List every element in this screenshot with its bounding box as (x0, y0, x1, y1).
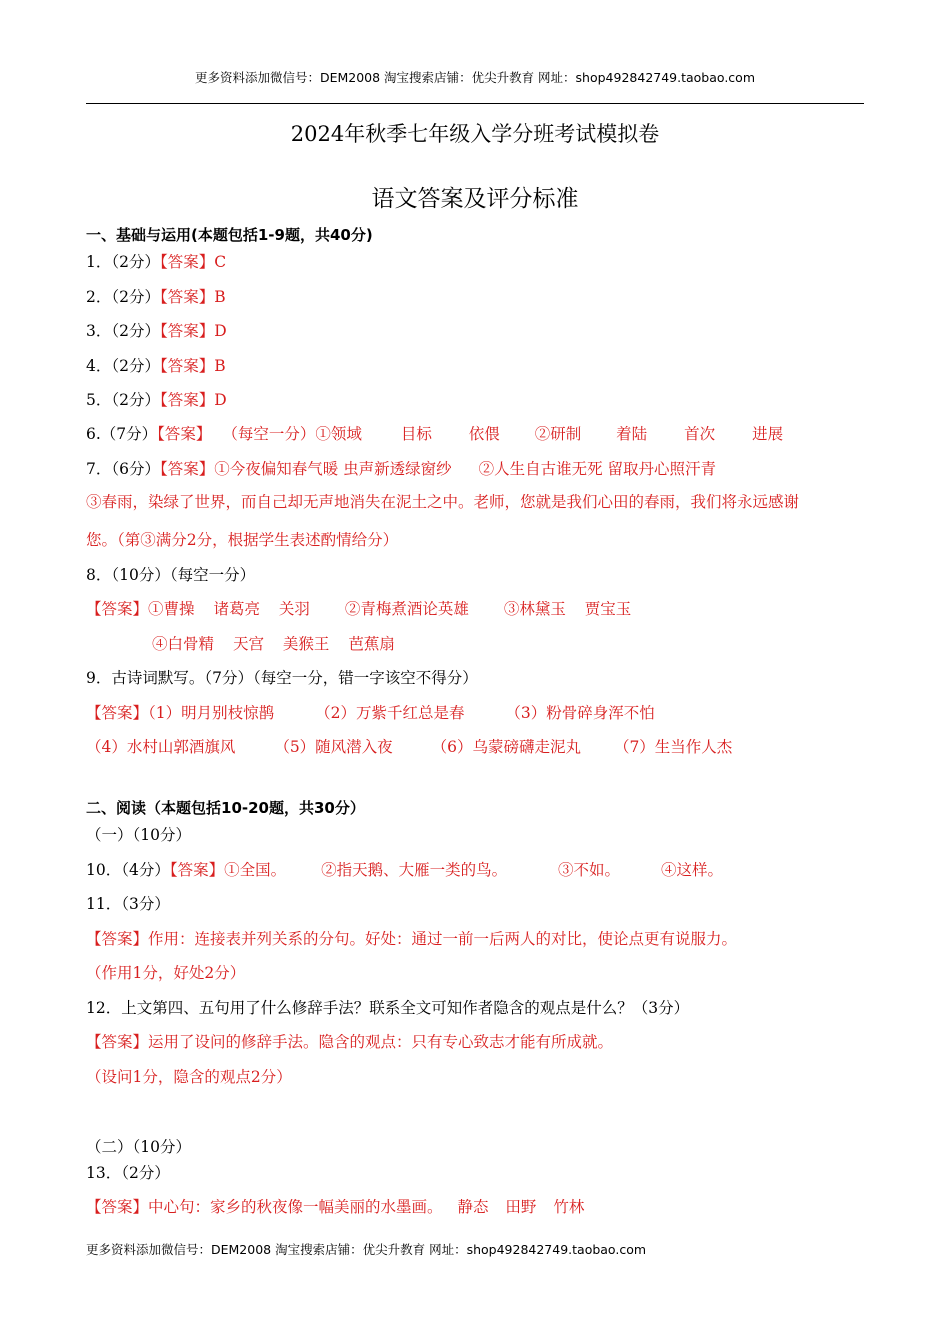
q3-prefix: 3．（2分） (86, 322, 160, 340)
q8-answer: ②青梅煮酒论英雄 (344, 600, 469, 618)
q11-note: （作用1分，好处2分） (86, 964, 246, 982)
q9-tag: 【答案】 (86, 704, 149, 722)
q6-item: 依偎 (468, 425, 500, 443)
q10-answer: ③不如。 (558, 861, 621, 879)
q9-answer: （4）水村山郭酒旗风 (86, 738, 236, 756)
q1-answer: 【答案】C (159, 253, 227, 271)
q6-item: 目标 (400, 425, 432, 443)
q9-answer: （2）万紫千红总是春 (315, 704, 465, 722)
q13-answer: 【答案】中心句：家乡的秋夜像一幅美丽的水墨画。 (86, 1198, 443, 1216)
q9-answer: （7）生当作人杰 (613, 738, 733, 756)
q9-answer-line1 (86, 701, 655, 723)
part1-heading: （一）（10分） (86, 826, 191, 844)
q12-line: 12．上文第四、五句用了什么修辞手法？联系全文可知作者隐含的观点是什么？（3分） (86, 999, 690, 1017)
q5-line (86, 388, 227, 410)
q1-prefix: 1．（2分） (86, 253, 160, 271)
q6-tag: 【答案】 (157, 425, 212, 443)
header-rule (86, 103, 864, 104)
q8-answer: 关羽 (278, 600, 310, 618)
q6-item: 首次 (684, 425, 716, 443)
q10-prefix: 10．（4分） (86, 861, 170, 879)
q3-answer: 【答案】D (159, 322, 227, 340)
q8-answer: ①曹操 (148, 600, 195, 618)
q13-keyword: 田野 (505, 1198, 537, 1216)
q12-answer: 【答案】运用了设问的修辞手法。隐含的观点：只有专心致志才能有所成就。 (86, 1033, 614, 1051)
q8-answer: 天宫 (232, 635, 264, 653)
q7-prefix: 7．（6分） (86, 460, 160, 478)
q11-answer: 【答案】作用：连接表并列关系的分句。好处：通过一前一后两人的对比，使论点更有说服力。 (86, 930, 738, 948)
q2-answer: 【答案】B (159, 288, 226, 306)
q9-answer: （6）乌蒙磅礴走泥丸 (431, 738, 581, 756)
q9-answer: （5）随风潜入夜 (274, 738, 393, 756)
page-title: 2024年秋季七年级入学分班考试模拟卷 (290, 122, 660, 146)
q8-answer-line1 (86, 597, 631, 619)
q8-answer: 芭蕉扇 (348, 635, 395, 653)
q6-line (86, 422, 783, 444)
q13-keyword: 静态 (457, 1198, 489, 1216)
q10-answer: ②指天鹅、大雁一类的鸟。 (321, 861, 508, 879)
q10-line (86, 858, 723, 880)
q7-line2: ③春雨，染绿了世界，而自己却无声地消失在泥土之中。老师，您就是我们心田的春雨，我们将永远感谢 (86, 493, 800, 511)
q7-answer: 【答案】①今夜偏知春气暖 虫声新透绿窗纱 (159, 460, 452, 478)
q9-answer-line2 (86, 735, 732, 757)
q8-answer: ③林黛玉 (503, 600, 566, 618)
q7-line (86, 457, 716, 479)
header-note: 更多资料添加微信号：DEM2008 淘宝搜索店铺：优尖升教育 网址：shop492842749.taobao.com (194, 70, 756, 85)
q6-item: 着陆 (616, 425, 648, 443)
q6-item: 进展 (752, 425, 784, 443)
footer-note: 更多资料添加微信号：DEM2008 淘宝搜索店铺：优尖升教育 网址：shop492842749.taobao.com (86, 1242, 647, 1257)
section2-heading: 二、阅读（本题包括10-20题，共30分） (86, 799, 365, 817)
q7-answer2: ②人生自古谁无死 留取丹心照汗青 (478, 460, 717, 478)
q3-line (86, 319, 227, 341)
q8-answer: 贾宝玉 (584, 600, 632, 618)
q10-answer: ④这样。 (660, 861, 723, 879)
q4-prefix: 4．（2分） (86, 357, 160, 375)
q9-answer: （1）明月别枝惊鹊 (148, 704, 275, 722)
q8-answer-line2 (152, 632, 395, 654)
q4-line (86, 354, 226, 376)
q13-line: 13．（2分） (86, 1164, 170, 1182)
q10-tag: 【答案】 (169, 861, 225, 879)
q6-prefix: 6.（7分） (86, 425, 158, 443)
q10-answer: ①全国。 (224, 861, 287, 879)
q9-line: 9．古诗词默写。（7分）（每空一分，错一字该空不得分） (86, 669, 478, 687)
q12-note: （设问1分，隐含的观点2分） (86, 1068, 292, 1086)
q8-answer: 诸葛亮 (213, 600, 260, 618)
page-subtitle: 语文答案及评分标准 (371, 186, 579, 212)
q9-answer: （3）粉骨碎身浑不怕 (505, 704, 655, 722)
part2-heading: （二）（10分） (86, 1138, 191, 1156)
q6-item: （每空一分）①领域 (222, 425, 362, 443)
q13-answer-line (86, 1195, 584, 1217)
q5-answer: 【答案】D (159, 391, 227, 409)
q6-item: ②研制 (534, 425, 582, 443)
q4-answer: 【答案】B (159, 357, 226, 375)
q13-keyword: 竹林 (553, 1198, 585, 1216)
q8-answer: ④白骨精 (152, 635, 215, 653)
q5-prefix: 5．（2分） (86, 391, 160, 409)
q8-tag: 【答案】 (86, 600, 149, 618)
q8-line: 8．（10分）（每空一分） (86, 566, 256, 584)
q8-answer: 美猴王 (282, 635, 330, 653)
q2-line (86, 285, 226, 307)
q2-prefix: 2．（2分） (86, 288, 160, 306)
q7-line3: 您。（第③满分2分，根据学生表述酌情给分） (86, 531, 399, 549)
section1-heading: 一、基础与运用(本题包括1-9题，共40分) (86, 226, 373, 244)
q11-line: 11．（3分） (86, 895, 170, 913)
q1-line (86, 250, 226, 272)
